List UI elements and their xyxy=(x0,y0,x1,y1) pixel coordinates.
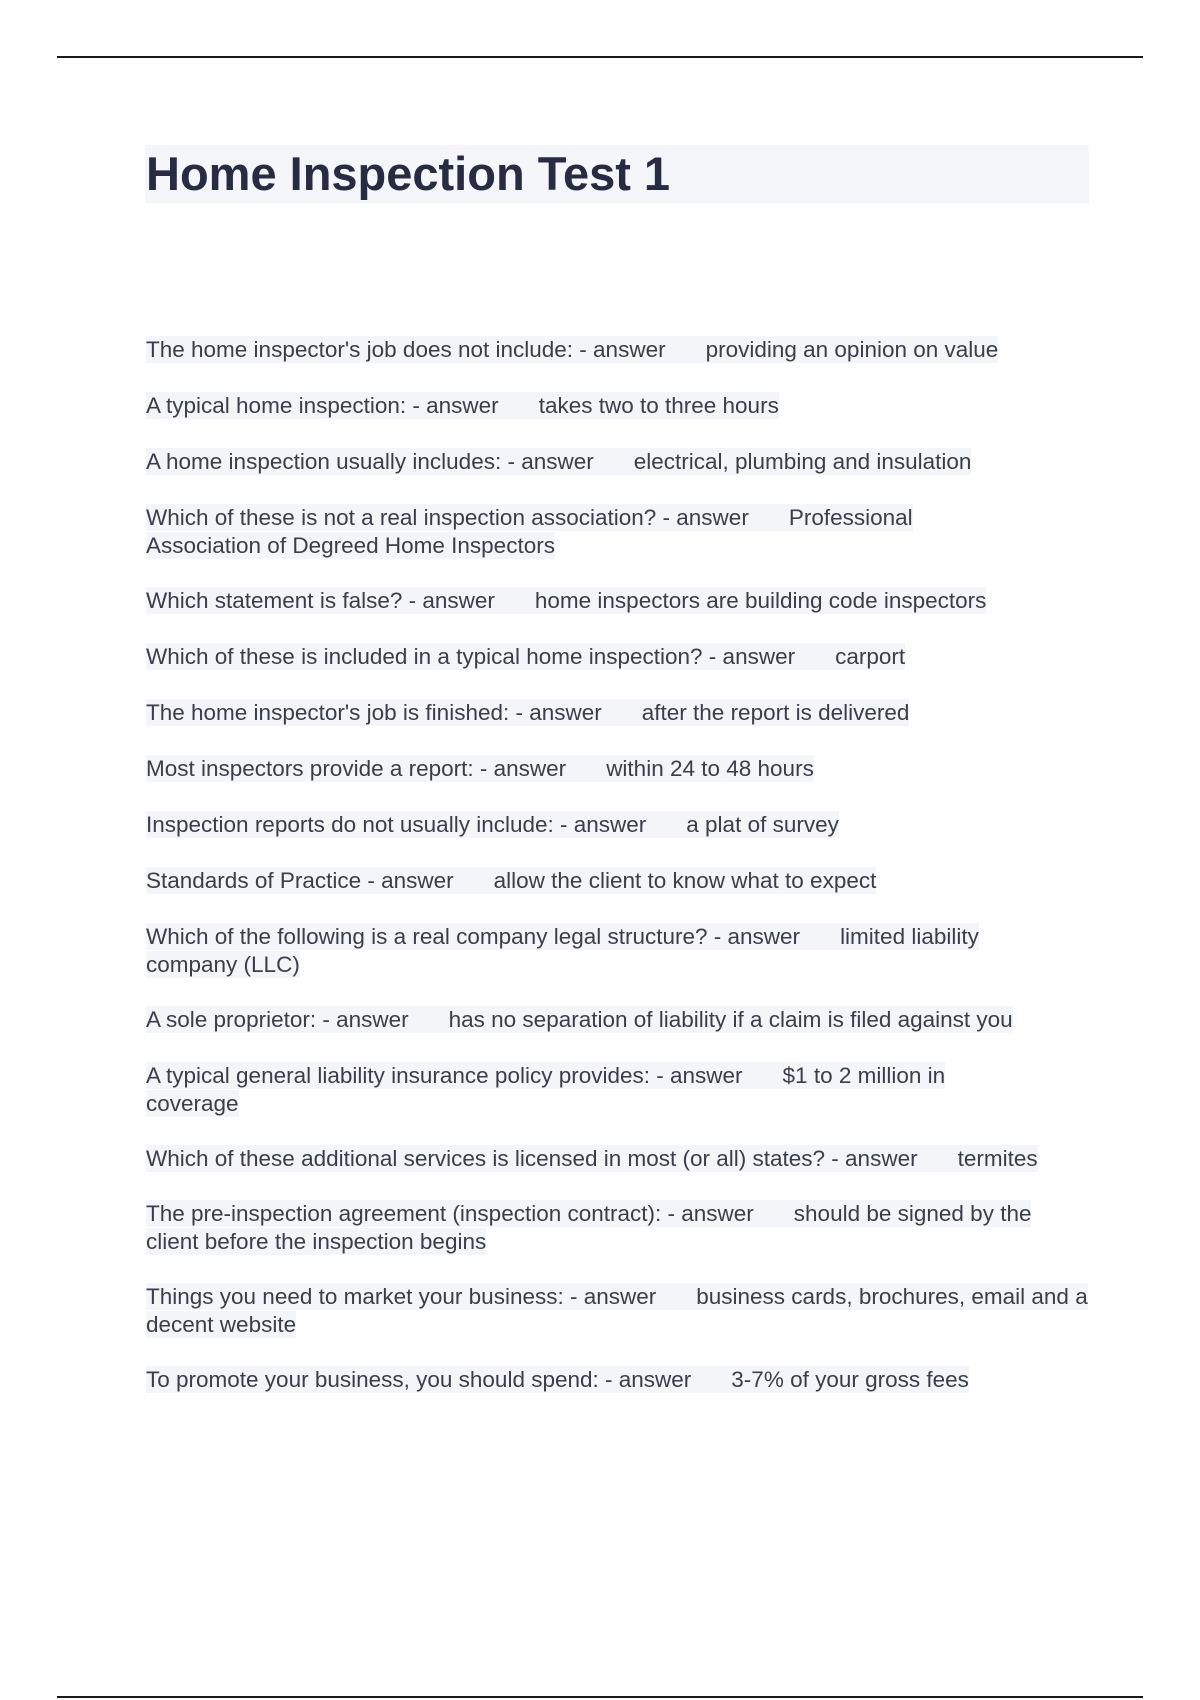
question-text: A home inspection usually includes: - answer xyxy=(146,449,594,474)
qa-item xyxy=(146,336,1096,364)
answer-text: termites xyxy=(957,1146,1038,1171)
qa-item xyxy=(146,1200,1096,1256)
answer-text: business cards, brochures, email and a decent website xyxy=(146,1284,1088,1337)
qa-item xyxy=(146,392,1096,420)
answer-text: has no separation of liability if a claim is filed against you xyxy=(448,1007,1013,1032)
qa-item xyxy=(146,1145,1096,1173)
answer-text: electrical, plumbing and insulation xyxy=(633,449,972,474)
question-text: A sole proprietor: - answer xyxy=(146,1007,409,1032)
bottom-rule xyxy=(57,1696,1143,1698)
answer-text: carport xyxy=(835,644,906,669)
question-text: Which of these is included in a typical home inspection? - answer xyxy=(146,644,796,669)
qa-item xyxy=(146,1062,1096,1118)
question-text: Standards of Practice - answer xyxy=(146,868,454,893)
question-text: The home inspector's job does not include: - answer xyxy=(146,337,666,362)
answer-text: limited liability company (LLC) xyxy=(146,924,979,977)
qa-item xyxy=(146,699,1096,727)
question-text: Which of these is not a real inspection association? - answer xyxy=(146,505,749,530)
qa-item xyxy=(146,1283,1096,1339)
question-text: Inspection reports do not usually include: - answer xyxy=(146,812,647,837)
question-text: Which of these additional services is licensed in most (or all) states? - answer xyxy=(146,1146,918,1171)
qa-item xyxy=(146,755,1096,783)
top-rule xyxy=(57,56,1143,58)
answer-text: providing an opinion on value xyxy=(705,337,999,362)
qa-item xyxy=(146,1366,1096,1394)
question-text: The home inspector's job is finished: - answer xyxy=(146,700,602,725)
qa-item xyxy=(146,1006,1096,1034)
page-title: Home Inspection Test 1 xyxy=(146,147,671,200)
question-text: The pre-inspection agreement (inspection contract): - answer xyxy=(146,1201,754,1226)
answer-text: allow the client to know what to expect xyxy=(493,868,877,893)
qa-item xyxy=(146,448,1096,476)
answer-text: 3-7% of your gross fees xyxy=(731,1367,969,1392)
question-text: Things you need to market your business: - answer xyxy=(146,1284,657,1309)
qa-item xyxy=(146,504,1096,560)
answer-text: $1 to 2 million in coverage xyxy=(146,1063,946,1116)
question-list xyxy=(146,336,1096,1422)
question-text: Most inspectors provide a report: - answer xyxy=(146,756,567,781)
answer-text: takes two to three hours xyxy=(538,393,779,418)
answer-text: should be signed by the client before the inspection begins xyxy=(146,1201,1032,1254)
answer-text: within 24 to 48 hours xyxy=(606,756,814,781)
qa-item xyxy=(146,643,1096,671)
question-text: Which statement is false? - answer xyxy=(146,588,495,613)
qa-item xyxy=(146,811,1096,839)
question-text: To promote your business, you should spend: - answer xyxy=(146,1367,692,1392)
answer-text: Professional Association of Degreed Home Inspectors xyxy=(146,505,913,558)
question-text: A typical home inspection: - answer xyxy=(146,393,499,418)
answer-text: a plat of survey xyxy=(686,812,839,837)
answer-text: after the report is delivered xyxy=(641,700,910,725)
question-text: A typical general liability insurance policy provides: - answer xyxy=(146,1063,743,1088)
question-text: Which of the following is a real company legal structure? - answer xyxy=(146,924,801,949)
qa-item xyxy=(146,923,1096,979)
qa-item xyxy=(146,587,1096,615)
qa-item xyxy=(146,867,1096,895)
answer-text: home inspectors are building code inspectors xyxy=(534,588,987,613)
